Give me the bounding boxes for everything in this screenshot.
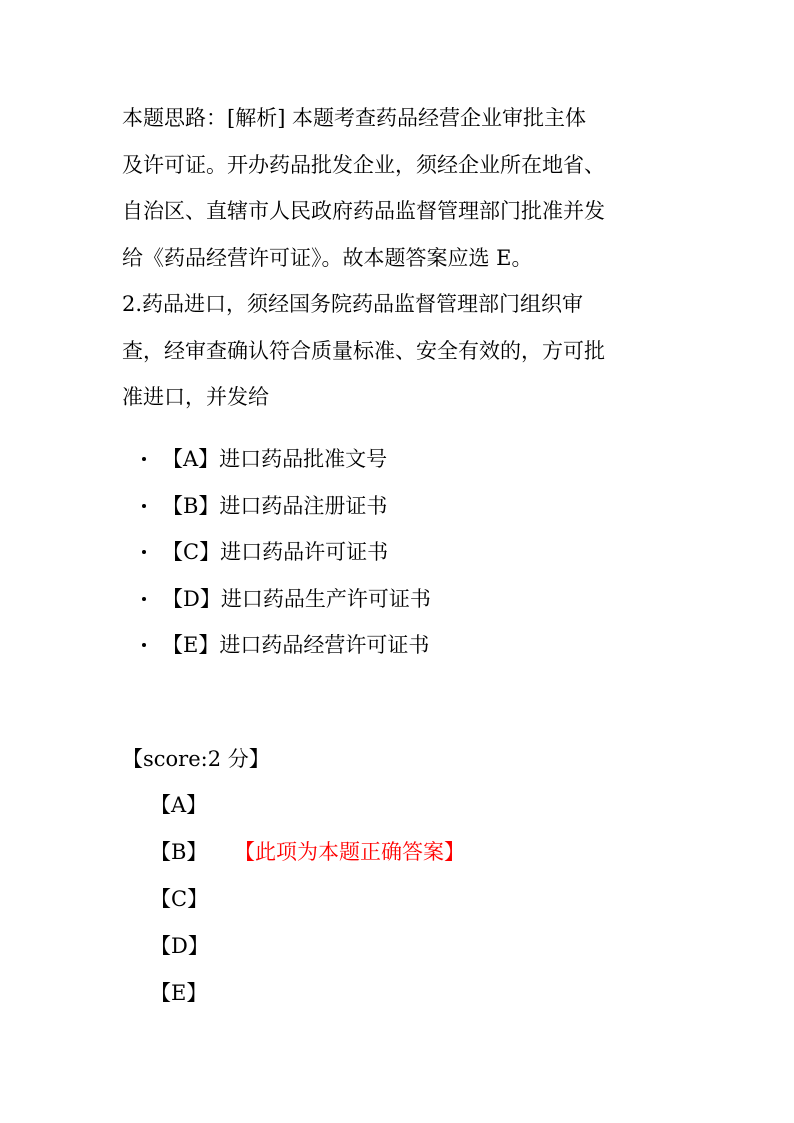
explanation-line: 及许可证。开办药品批发企业，须经企业所在地省、 bbox=[122, 152, 605, 177]
explanation-block bbox=[122, 95, 682, 421]
answer-row bbox=[150, 829, 465, 876]
answer-key: 【A】 bbox=[150, 793, 208, 817]
answer-row bbox=[150, 782, 465, 829]
answer-row bbox=[150, 876, 465, 923]
bullet-icon bbox=[142, 457, 146, 461]
option-item bbox=[140, 622, 431, 669]
bullet-icon bbox=[142, 550, 146, 554]
option-text: 【A】进口药品批准文号 bbox=[162, 447, 388, 471]
option-item bbox=[140, 529, 431, 576]
answer-key: 【D】 bbox=[150, 934, 209, 958]
option-text: 【E】进口药品经营许可证书 bbox=[162, 633, 430, 657]
answer-row bbox=[150, 970, 465, 1017]
bullet-icon bbox=[142, 643, 146, 647]
score-label: 【score:2 分】 bbox=[122, 747, 270, 771]
explanation-line: 自治区、直辖市人民政府药品监督管理部门批准并发 bbox=[122, 199, 605, 223]
answer-row bbox=[150, 923, 465, 970]
correct-answer-note: 【此项为本题正确答案】 bbox=[234, 840, 465, 864]
explanation-line: 本题思路：[解析] 本题考查药品经营企业审批主体 bbox=[122, 106, 587, 130]
option-text: 【B】进口药品注册证书 bbox=[162, 493, 388, 518]
question-line: 2.药品进口，须经国务院药品监督管理部门组织审 bbox=[122, 292, 584, 316]
option-item bbox=[140, 483, 431, 530]
option-item bbox=[140, 576, 431, 623]
option-list bbox=[140, 436, 431, 669]
option-text: 【D】进口药品生产许可证书 bbox=[162, 586, 431, 611]
option-item bbox=[140, 436, 431, 483]
question-line: 准进口，并发给 bbox=[122, 385, 269, 409]
bullet-icon bbox=[142, 597, 146, 601]
bullet-icon bbox=[142, 504, 146, 508]
explanation-line: 给《药品经营许可证》。故本题答案应选 E。 bbox=[122, 245, 533, 270]
answer-key: 【C】 bbox=[150, 887, 209, 911]
answer-key: 【B】 bbox=[150, 840, 208, 864]
option-text: 【C】进口药品许可证书 bbox=[162, 540, 389, 564]
answer-list bbox=[150, 782, 465, 1017]
answer-key: 【E】 bbox=[150, 981, 208, 1005]
question-line: 查，经审查确认符合质量标准、安全有效的，方可批 bbox=[122, 338, 605, 363]
